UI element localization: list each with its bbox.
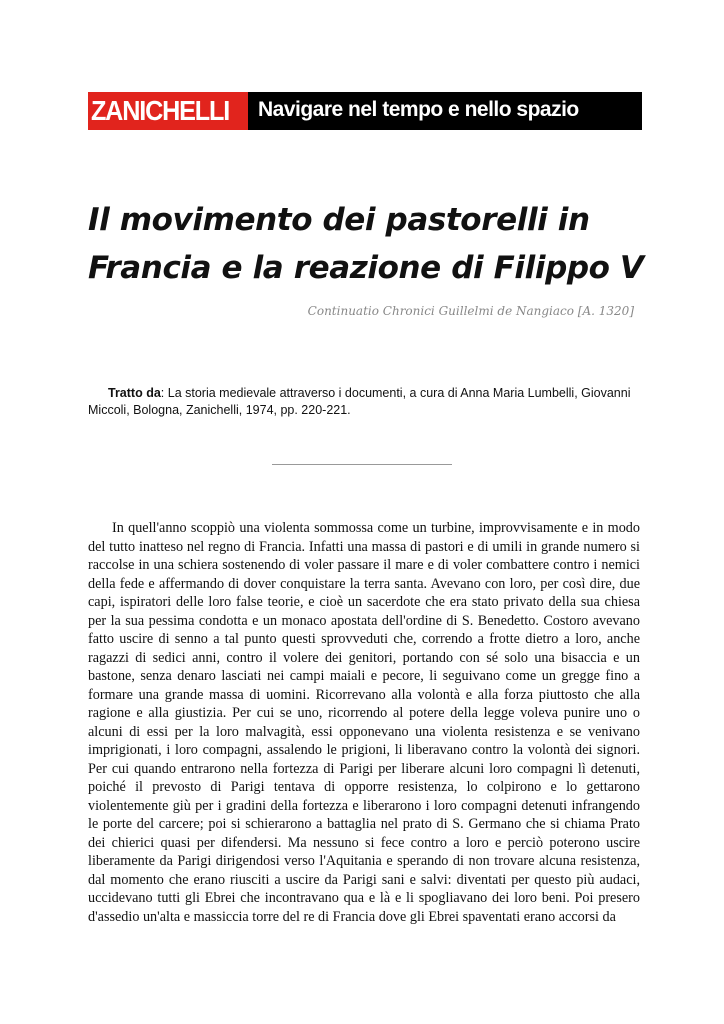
- brand-logo: [88, 92, 248, 130]
- header-banner: [88, 92, 642, 130]
- document-title: Il movimento dei pastorelli in Francia e la reazione di Filippo V: [88, 202, 644, 286]
- reference-label: Tratto da: [108, 386, 161, 400]
- section-divider: [272, 464, 452, 465]
- brand-name: ZANICHELLI: [88, 92, 232, 130]
- source-citation: Continuatio Chronici Guillelmi de Nangiaco [A. 1320]: [307, 304, 634, 318]
- body-paragraph: In quell'anno scoppiò una violenta sommossa come un turbine, improvvisamente e in modo del tutto inatteso nel regno di Francia. Infatti una massa di pastori e di umili in grande numero si raccolse in una schiera sostenendo di voler passare il mare e di voler combattere contro i nemici della fede e affermando di dover conquistare la terra santa. Avevano con loro, per così dire, due capi, ispiratori delle loro false teorie, e cioè un sacerdote che era stato privato della sua chiesa per la sua pessima condotta e un monaco apostata dell'ordine di S. Benedetto. Costoro avevano fatto uscire di senno a tal punto questi sprovveduti che, correndo a frotte dietro a loro, anche ragazzi di sedici anni, contro il volere dei genitori, portando con sé solo una bisaccia e un bastone, senza denaro lasciati nei campi maiali e pecore, li seguivano come un gregge fino a formare una grande massa di uomini. Ricorrevano alla volontà e alla forza piuttosto che alla ragione e alla giustizia. Per cui se uno, ricorrendo al potere della legge voleva punire uno o alcuni di essi per la loro malvagità, essi opponevano una violenta resistenza e se venivano imprigionati, i loro compagni, assalendo le prigioni, li liberavano contro la volontà dei signori. Per cui quando entrarono nella fortezza di Parigi per liberare alcuni loro compagni lì detenuti, poiché il prevosto di Parigi tentava di opporre resistenza, lo colpirono e lo gettarono violentemente giù per i gradini della fortezza e liberarono i loro compagni detenuti infrangendo le porte del carcere; poi si schierarono a battaglia nel prato di S. Germano che si chiama Prato dei chierici quasi per difendersi. Ma nessuno si fece contro a loro e perciò poterono uscire liberamente da Parigi dirigendosi verso l'Aquitania e sperando di non trovare alcuna resistenza, dal momento che erano riusciti a uscire da Parigi sani e salvi: diventati per questo più audaci, uccidevano tutti gli Ebrei che incontravano qua e là e li spogliavano dei loro beni. Poi presero d'assedio un'alta e massiccia torre del re di Francia dove gli Ebrei spaventati erano accorsi da: [88, 520, 640, 925]
- header-tagline: Navigare nel tempo e nello spazio: [248, 92, 642, 130]
- reference-note: [88, 385, 636, 419]
- reference-text: : La storia medievale attraverso i documenti, a cura di Anna Maria Lumbelli, Giovanni Miccoli, Bologna, Zanichelli, 1974, pp. 220-221.: [88, 386, 631, 417]
